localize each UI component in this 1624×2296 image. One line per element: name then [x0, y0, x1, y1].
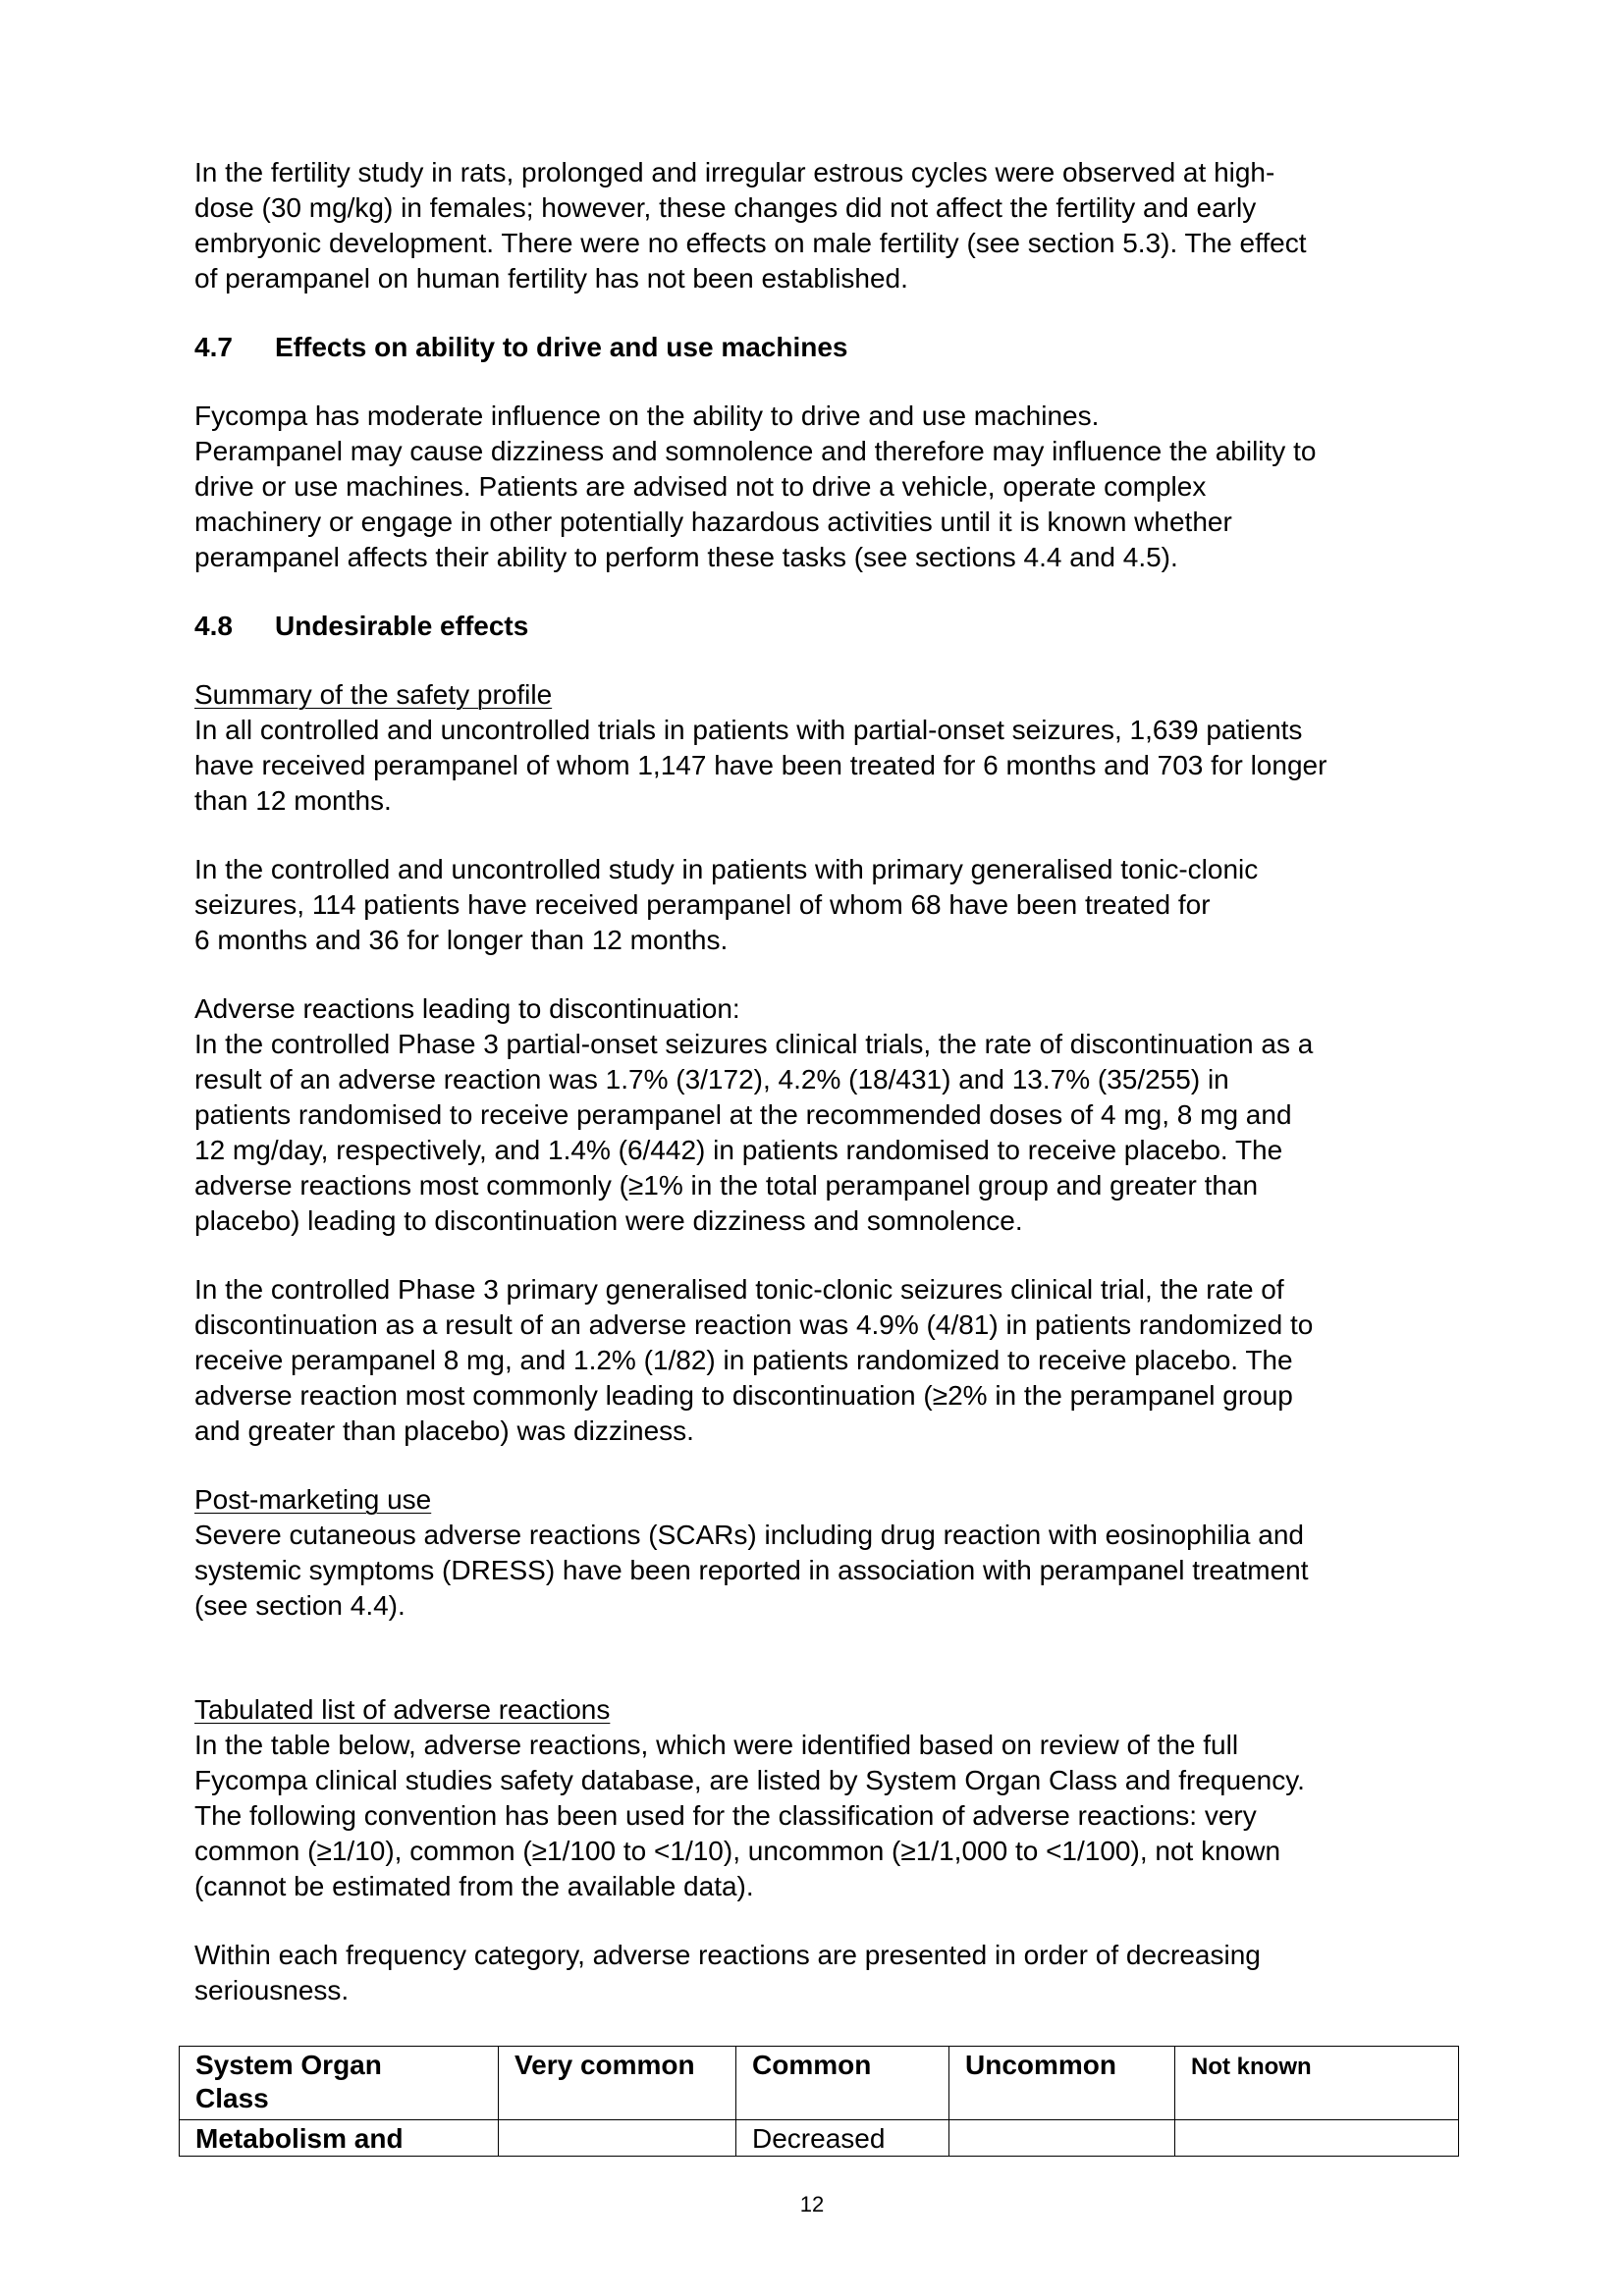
text-line: In the table below, adverse reactions, which were identified based on review of the full: [194, 1730, 1239, 1760]
section-title: Effects on ability to drive and use machines: [275, 332, 848, 362]
text-line: In the controlled Phase 3 primary generalised tonic-clonic seizures clinical trial, the rate of: [194, 1274, 1284, 1305]
header-text: Class: [195, 2083, 269, 2113]
post-marketing-heading: Post-marketing use: [194, 1484, 432, 1515]
pgtc-discontinuation-paragraph: [194, 1272, 1461, 1449]
section-4-7-heading: [194, 330, 1461, 365]
text-line: result of an adverse reaction was 1.7% (3/172), 4.2% (18/431) and 13.7% (35/255) in: [194, 1064, 1229, 1095]
header-not-known: Not known: [1175, 2047, 1459, 2120]
pgtc-paragraph: [194, 852, 1461, 958]
section-title: Undesirable effects: [275, 611, 529, 641]
text-line: machinery or engage in other potentially hazardous activities until it is known whether: [194, 507, 1232, 537]
cell-common: Decreased: [736, 2120, 949, 2157]
text-line: In the controlled Phase 3 partial-onset seizures clinical trials, the rate of discontinuation as a: [194, 1029, 1314, 1059]
fertility-paragraph: [194, 155, 1461, 296]
driving-paragraph: [194, 399, 1461, 575]
text-line: In the controlled and uncontrolled study in patients with primary generalised tonic-clonic: [194, 854, 1259, 884]
text-line: drive or use machines. Patients are advised not to drive a vehicle, operate complex: [194, 471, 1207, 502]
text-line: adverse reactions most commonly (≥1% in the total perampanel group and greater than: [194, 1170, 1259, 1201]
header-system-organ-class: [180, 2047, 499, 2120]
text-line: In all controlled and uncontrolled trials in patients with partial-onset seizures, 1,639 patients: [194, 715, 1303, 745]
cell-uncommon: [949, 2120, 1175, 2157]
page-number: 12: [799, 2192, 825, 2216]
text-line: and greater than placebo) was dizziness.: [194, 1415, 694, 1446]
text-line: placebo) leading to discontinuation were dizziness and somnolence.: [194, 1205, 1023, 1236]
tabulated-list-heading: Tabulated list of adverse reactions: [194, 1694, 611, 1725]
tabulated-list-paragraph: [194, 1692, 1461, 1904]
text-line: Fycompa clinical studies safety database, are listed by System Organ Class and frequency.: [194, 1765, 1305, 1795]
text-line: seizures, 114 patients have received perampanel of whom 68 have been treated for: [194, 889, 1211, 920]
text-line: Within each frequency category, adverse reactions are presented in order of decreasing: [194, 1940, 1261, 1970]
text-line: The following convention has been used for the classification of adverse reactions: very: [194, 1800, 1257, 1831]
cell-system-organ-class: Metabolism and: [180, 2120, 499, 2157]
text-line: Perampanel may cause dizziness and somnolence and therefore may influence the ability to: [194, 436, 1317, 466]
safety-profile-heading: Summary of the safety profile: [194, 679, 553, 710]
cell-not-known: [1175, 2120, 1459, 2157]
text-line: 12 mg/day, respectively, and 1.4% (6/442) in patients randomised to receive placebo. The: [194, 1135, 1283, 1165]
table-header-row: [180, 2047, 1459, 2120]
table-row: [180, 2120, 1459, 2157]
text-line: (cannot be estimated from the available data).: [194, 1871, 754, 1901]
text-line: have received perampanel of whom 1,147 have been treated for 6 months and 703 for longer: [194, 750, 1327, 780]
text-line: In the fertility study in rats, prolonged and irregular estrous cycles were observed at high-: [194, 157, 1275, 187]
text-line: receive perampanel 8 mg, and 1.2% (1/82) in patients randomized to receive placebo. The: [194, 1345, 1293, 1375]
post-marketing-paragraph: [194, 1482, 1461, 1624]
text-line: dose (30 mg/kg) in females; however, these changes did not affect the fertility and early: [194, 192, 1257, 223]
text-line: perampanel affects their ability to perform these tasks (see sections 4.4 and 4.5).: [194, 542, 1178, 572]
frequency-order-paragraph: [194, 1938, 1461, 2008]
discontinuation-paragraph: [194, 991, 1461, 1239]
adverse-reactions-table: [179, 2046, 1459, 2157]
safety-profile-paragraph: [194, 677, 1461, 819]
text-line: common (≥1/10), common (≥1/100 to <1/10), uncommon (≥1/1,000 to <1/100), not known: [194, 1836, 1281, 1866]
text-line: 6 months and 36 for longer than 12 months.: [194, 925, 729, 955]
text-line: patients randomised to receive perampanel at the recommended doses of 4 mg, 8 mg and: [194, 1099, 1292, 1130]
text-line: systemic symptoms (DRESS) have been reported in association with perampanel treatment: [194, 1555, 1309, 1585]
section-4-8-heading: [194, 609, 1461, 644]
header-uncommon: Uncommon: [949, 2047, 1175, 2120]
document-page: [194, 155, 1461, 2008]
text-line: seriousness.: [194, 1975, 350, 2005]
section-number: 4.7: [194, 332, 233, 362]
text-line: of perampanel on human fertility has not been established.: [194, 263, 908, 294]
header-very-common: Very common: [499, 2047, 736, 2120]
text-line: Severe cutaneous adverse reactions (SCARs) including drug reaction with eosinophilia and: [194, 1520, 1304, 1550]
text-line: (see section 4.4).: [194, 1590, 406, 1621]
header-text: System Organ: [195, 2050, 382, 2080]
text-line: than 12 months.: [194, 785, 392, 816]
text-line: embryonic development. There were no effects on male fertility (see section 5.3). The effect: [194, 228, 1307, 258]
section-number: 4.8: [194, 611, 233, 641]
text-line: adverse reaction most commonly leading to discontinuation (≥2% in the perampanel group: [194, 1380, 1293, 1411]
text-line: Fycompa has moderate influence on the ability to drive and use machines.: [194, 400, 1100, 431]
text-line: discontinuation as a result of an adverse reaction was 4.9% (4/81) in patients randomized to: [194, 1309, 1314, 1340]
cell-very-common: [499, 2120, 736, 2157]
header-common: Common: [736, 2047, 949, 2120]
text-line: Adverse reactions leading to discontinuation:: [194, 993, 740, 1024]
